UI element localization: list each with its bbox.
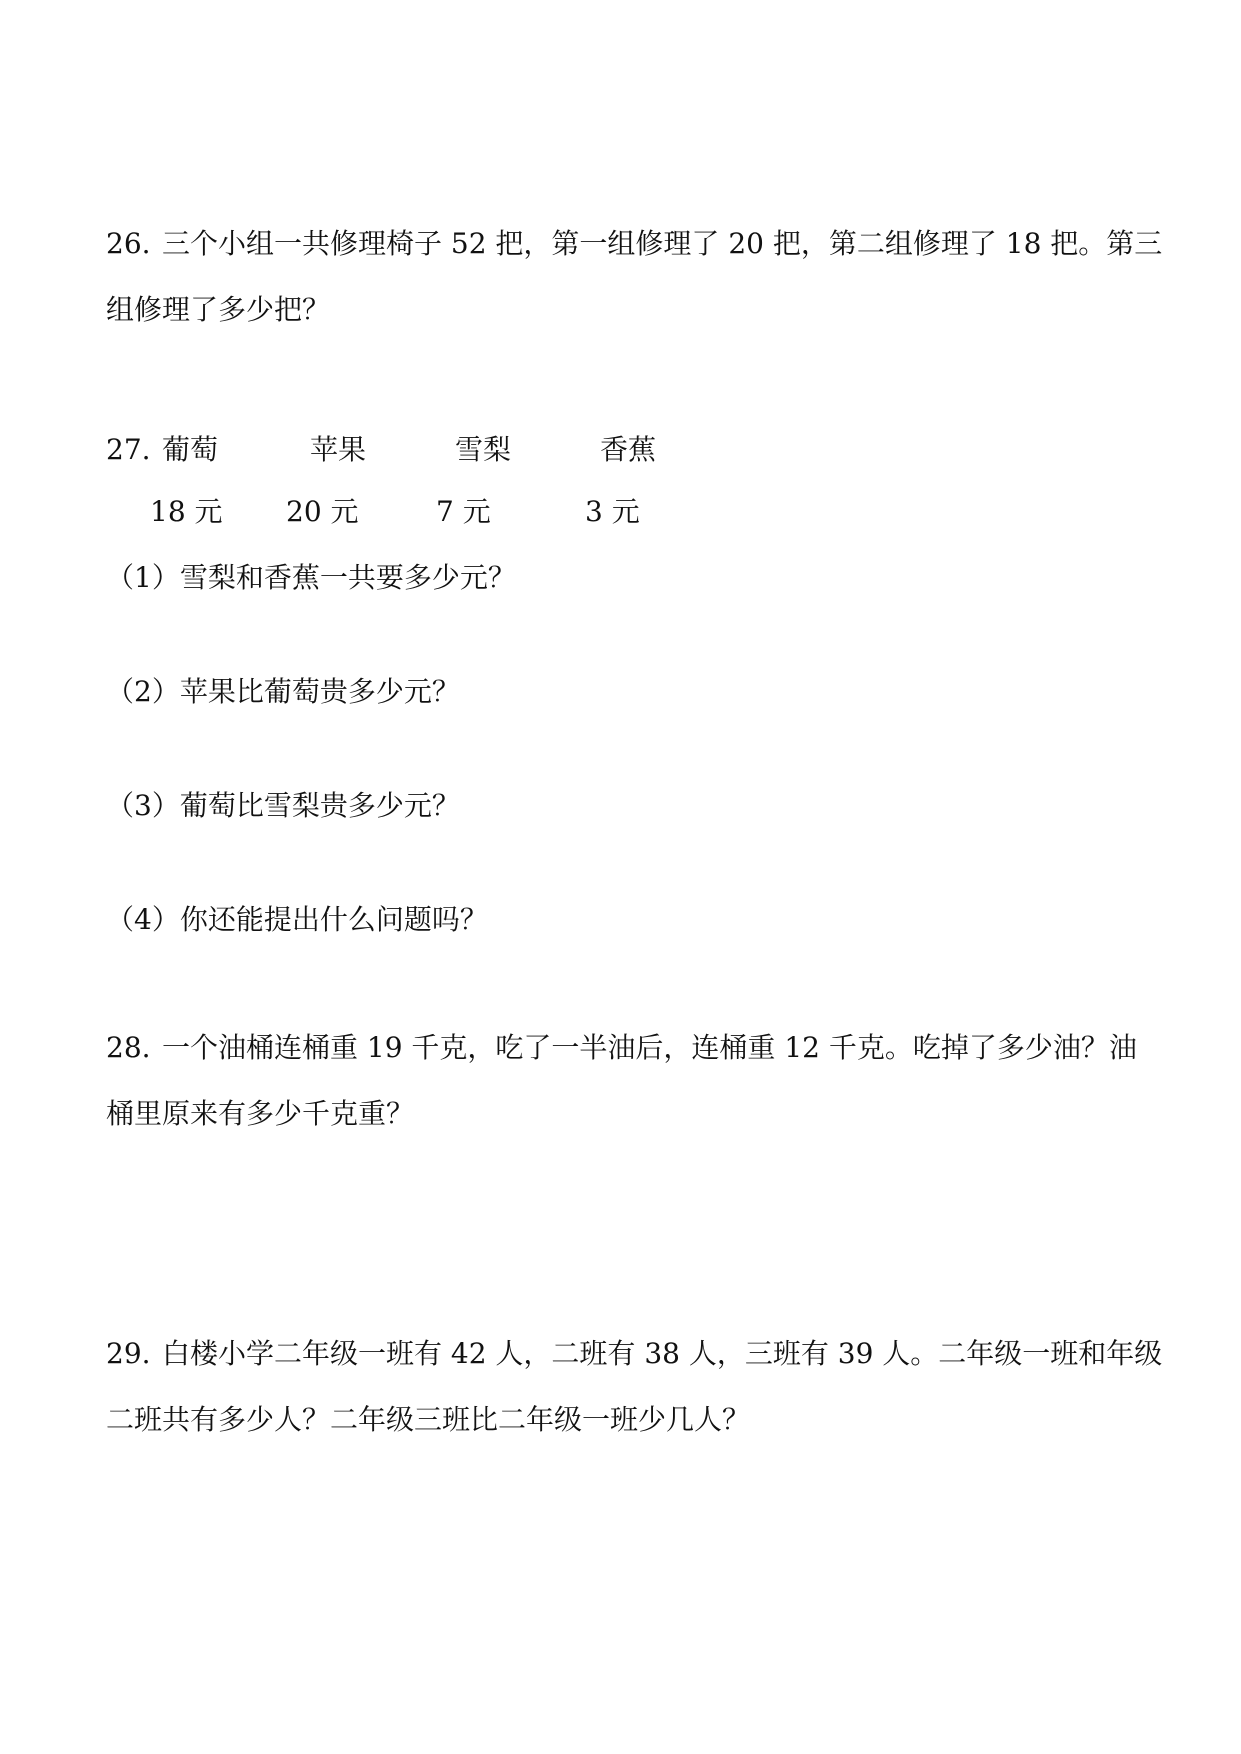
fruit-name-pear: 雪梨 (455, 433, 512, 466)
question-28-text: 一个油桶连桶重 19 千克，吃了一半油后，连桶重 12 千克。吃掉了多少油？油 (162, 1031, 1137, 1064)
question-29-line-1 (106, 1336, 1162, 1372)
fruit-price-pear: 7 元 (436, 495, 491, 528)
question-26-line-2: 组修理了多少把？ (106, 293, 331, 326)
question-27-sub-1: （1）雪梨和香蕉一共要多少元？ (106, 561, 516, 594)
fruit-price-apple: 20 元 (286, 495, 359, 528)
fruit-price-banana: 3 元 (585, 495, 640, 528)
question-26-line-1 (106, 226, 1162, 262)
question-29-number: 29. (106, 1337, 151, 1370)
question-26-number: 26. (106, 227, 151, 260)
fruit-name-grape: 葡萄 (162, 433, 219, 466)
question-28-number: 28. (106, 1031, 151, 1064)
question-27-sub-4: （4）你还能提出什么问题吗？ (106, 903, 488, 936)
question-27-number: 27. (106, 433, 151, 466)
question-29-line-2: 二班共有多少人？二年级三班比二年级一班少几人？ (106, 1403, 751, 1436)
fruit-name-banana: 香蕉 (600, 433, 657, 466)
question-29-text: 白楼小学二年级一班有 42 人，二班有 38 人，三班有 39 人。二年级一班和年级 (162, 1337, 1163, 1370)
fruit-price-grape: 18 元 (150, 495, 223, 528)
question-28-line-2: 桶里原来有多少千克重？ (106, 1097, 415, 1130)
question-27-sub-3: （3）葡萄比雪梨贵多少元？ (106, 789, 460, 822)
question-28-line-1 (106, 1030, 1137, 1066)
fruit-name-apple: 苹果 (310, 433, 367, 466)
question-26-text: 三个小组一共修理椅子 52 把，第一组修理了 20 把，第二组修理了 18 把。第三 (162, 227, 1163, 260)
question-27-sub-2: （2）苹果比葡萄贵多少元？ (106, 675, 460, 708)
